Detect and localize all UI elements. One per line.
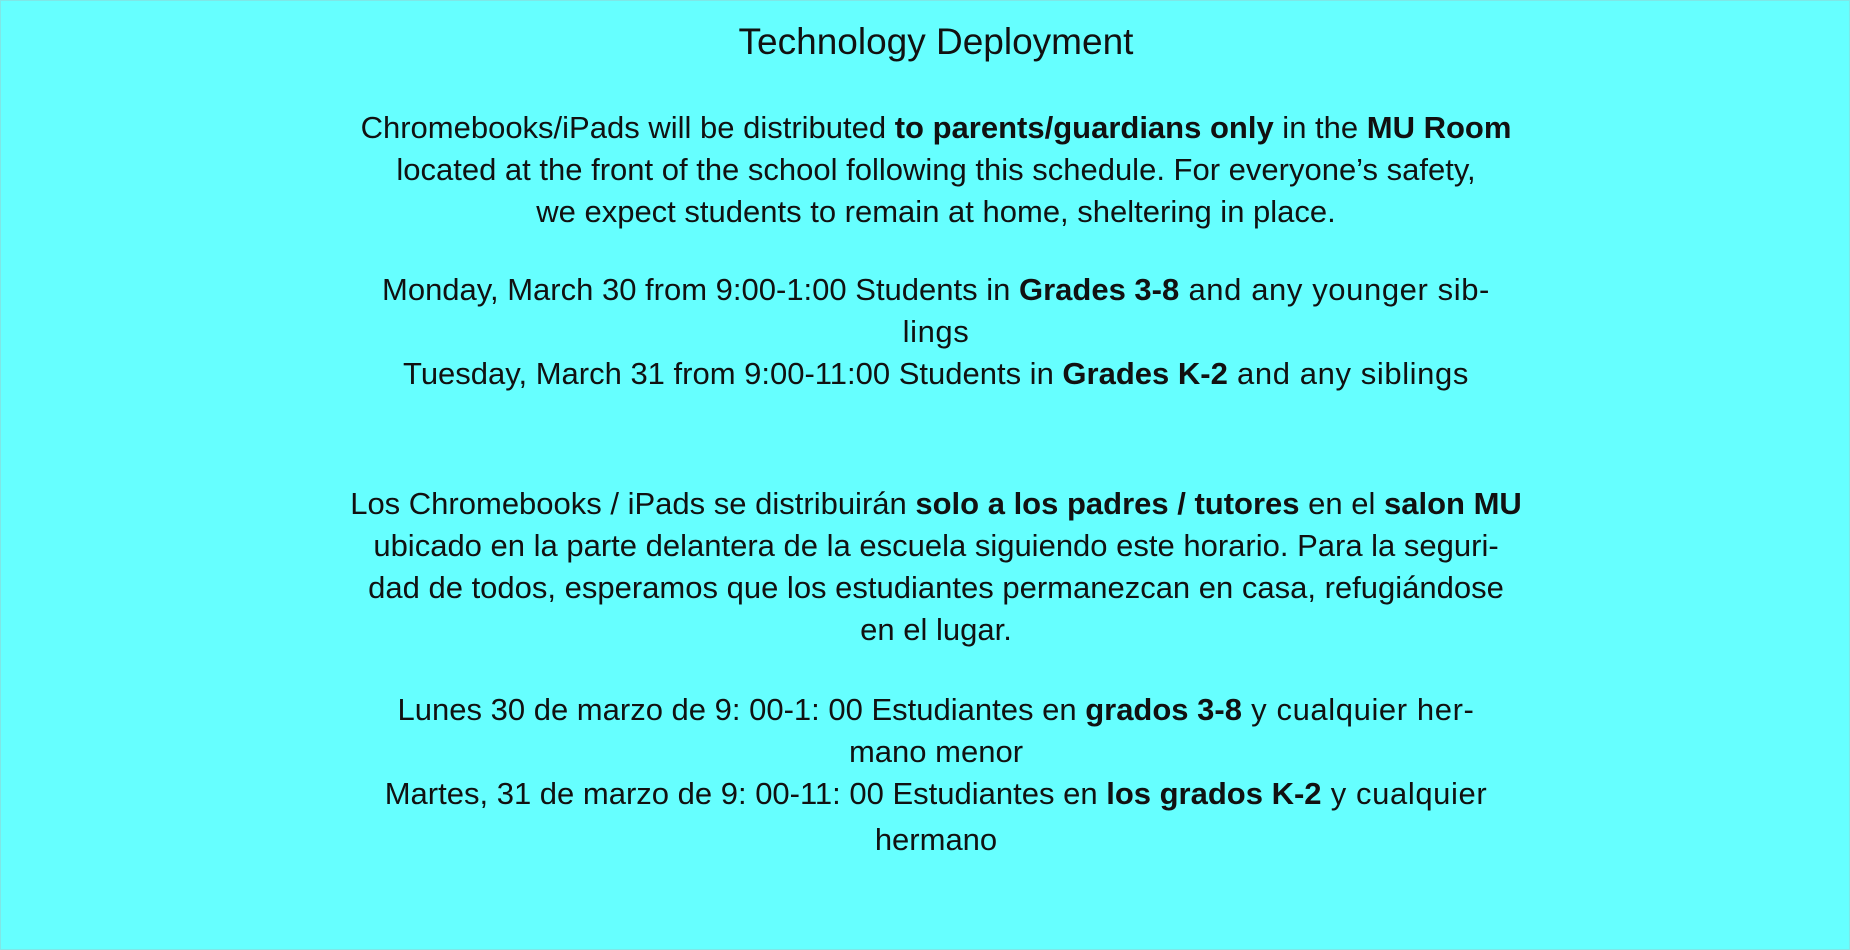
english-intro-paragraph — [246, 107, 1626, 233]
schedule-bold-grades: grados 3-8 — [1085, 692, 1242, 727]
english-intro-line-1 — [246, 107, 1626, 149]
spanish-intro-text: Los Chromebooks / iPads se distribuirán — [350, 486, 916, 521]
schedule-text: Lunes 30 de marzo de 9: 00-1: 00 Estudiantes en — [397, 692, 1086, 727]
schedule-bold-grades: los grados K-2 — [1106, 776, 1322, 811]
spanish-schedule-lunes — [246, 689, 1626, 731]
schedule-bold-grades: Grades K-2 — [1062, 356, 1228, 391]
spanish-intro-line-2: ubicado en la parte delantera de la escuela siguiendo este horario. Para la seguri- — [373, 528, 1499, 563]
schedule-text: Monday, March 30 from 9:00-1:00 Students in — [382, 272, 1019, 307]
spanish-intro-line-3: dad de todos, esperamos que los estudiantes permanezcan en casa, refugiándose — [368, 570, 1504, 605]
spanish-schedule-martes — [246, 773, 1626, 815]
spanish-intro-paragraph — [246, 483, 1626, 651]
english-intro-line-2: located at the front of the school following this schedule. For everyone’s safety, — [396, 152, 1476, 187]
spanish-intro-line-1 — [246, 483, 1626, 525]
document-title: Technology Deployment — [738, 21, 1134, 62]
schedule-text: Tuesday, March 31 from 9:00-11:00 Students in — [403, 356, 1063, 391]
english-schedule — [246, 269, 1626, 395]
spanish-intro-line-4: en el lugar. — [860, 612, 1012, 647]
schedule-text: and any siblings — [1227, 356, 1469, 391]
english-intro-bold-parents: to parents/guardians only — [894, 110, 1274, 145]
english-schedule-monday — [246, 269, 1626, 311]
schedule-text: Martes, 31 de marzo de 9: 00-11: 00 Estudiantes en — [384, 776, 1107, 811]
spanish-intro-bold-parents: solo a los padres / tutores — [915, 486, 1300, 521]
english-intro-text: in the — [1273, 110, 1367, 145]
spanish-intro-bold-room: salon MU — [1383, 486, 1522, 521]
schedule-text: y cualquier her- — [1241, 692, 1475, 727]
schedule-text: and any younger sib- — [1179, 272, 1490, 307]
spanish-schedule-martes-cont: hermano — [874, 822, 998, 857]
spanish-intro-text: en el — [1299, 486, 1384, 521]
spanish-schedule-lunes-cont: mano menor — [848, 734, 1024, 769]
spanish-schedule — [246, 689, 1626, 861]
english-schedule-tuesday — [246, 353, 1626, 395]
schedule-bold-grades: Grades 3-8 — [1018, 272, 1180, 307]
english-intro-text: Chromebooks/iPads will be distributed — [360, 110, 895, 145]
schedule-text: y cualquier — [1321, 776, 1488, 811]
english-intro-bold-room: MU Room — [1366, 110, 1512, 145]
english-schedule-monday-cont: lings — [902, 314, 970, 349]
english-intro-line-3: we expect students to remain at home, sheltering in place. — [536, 194, 1336, 229]
